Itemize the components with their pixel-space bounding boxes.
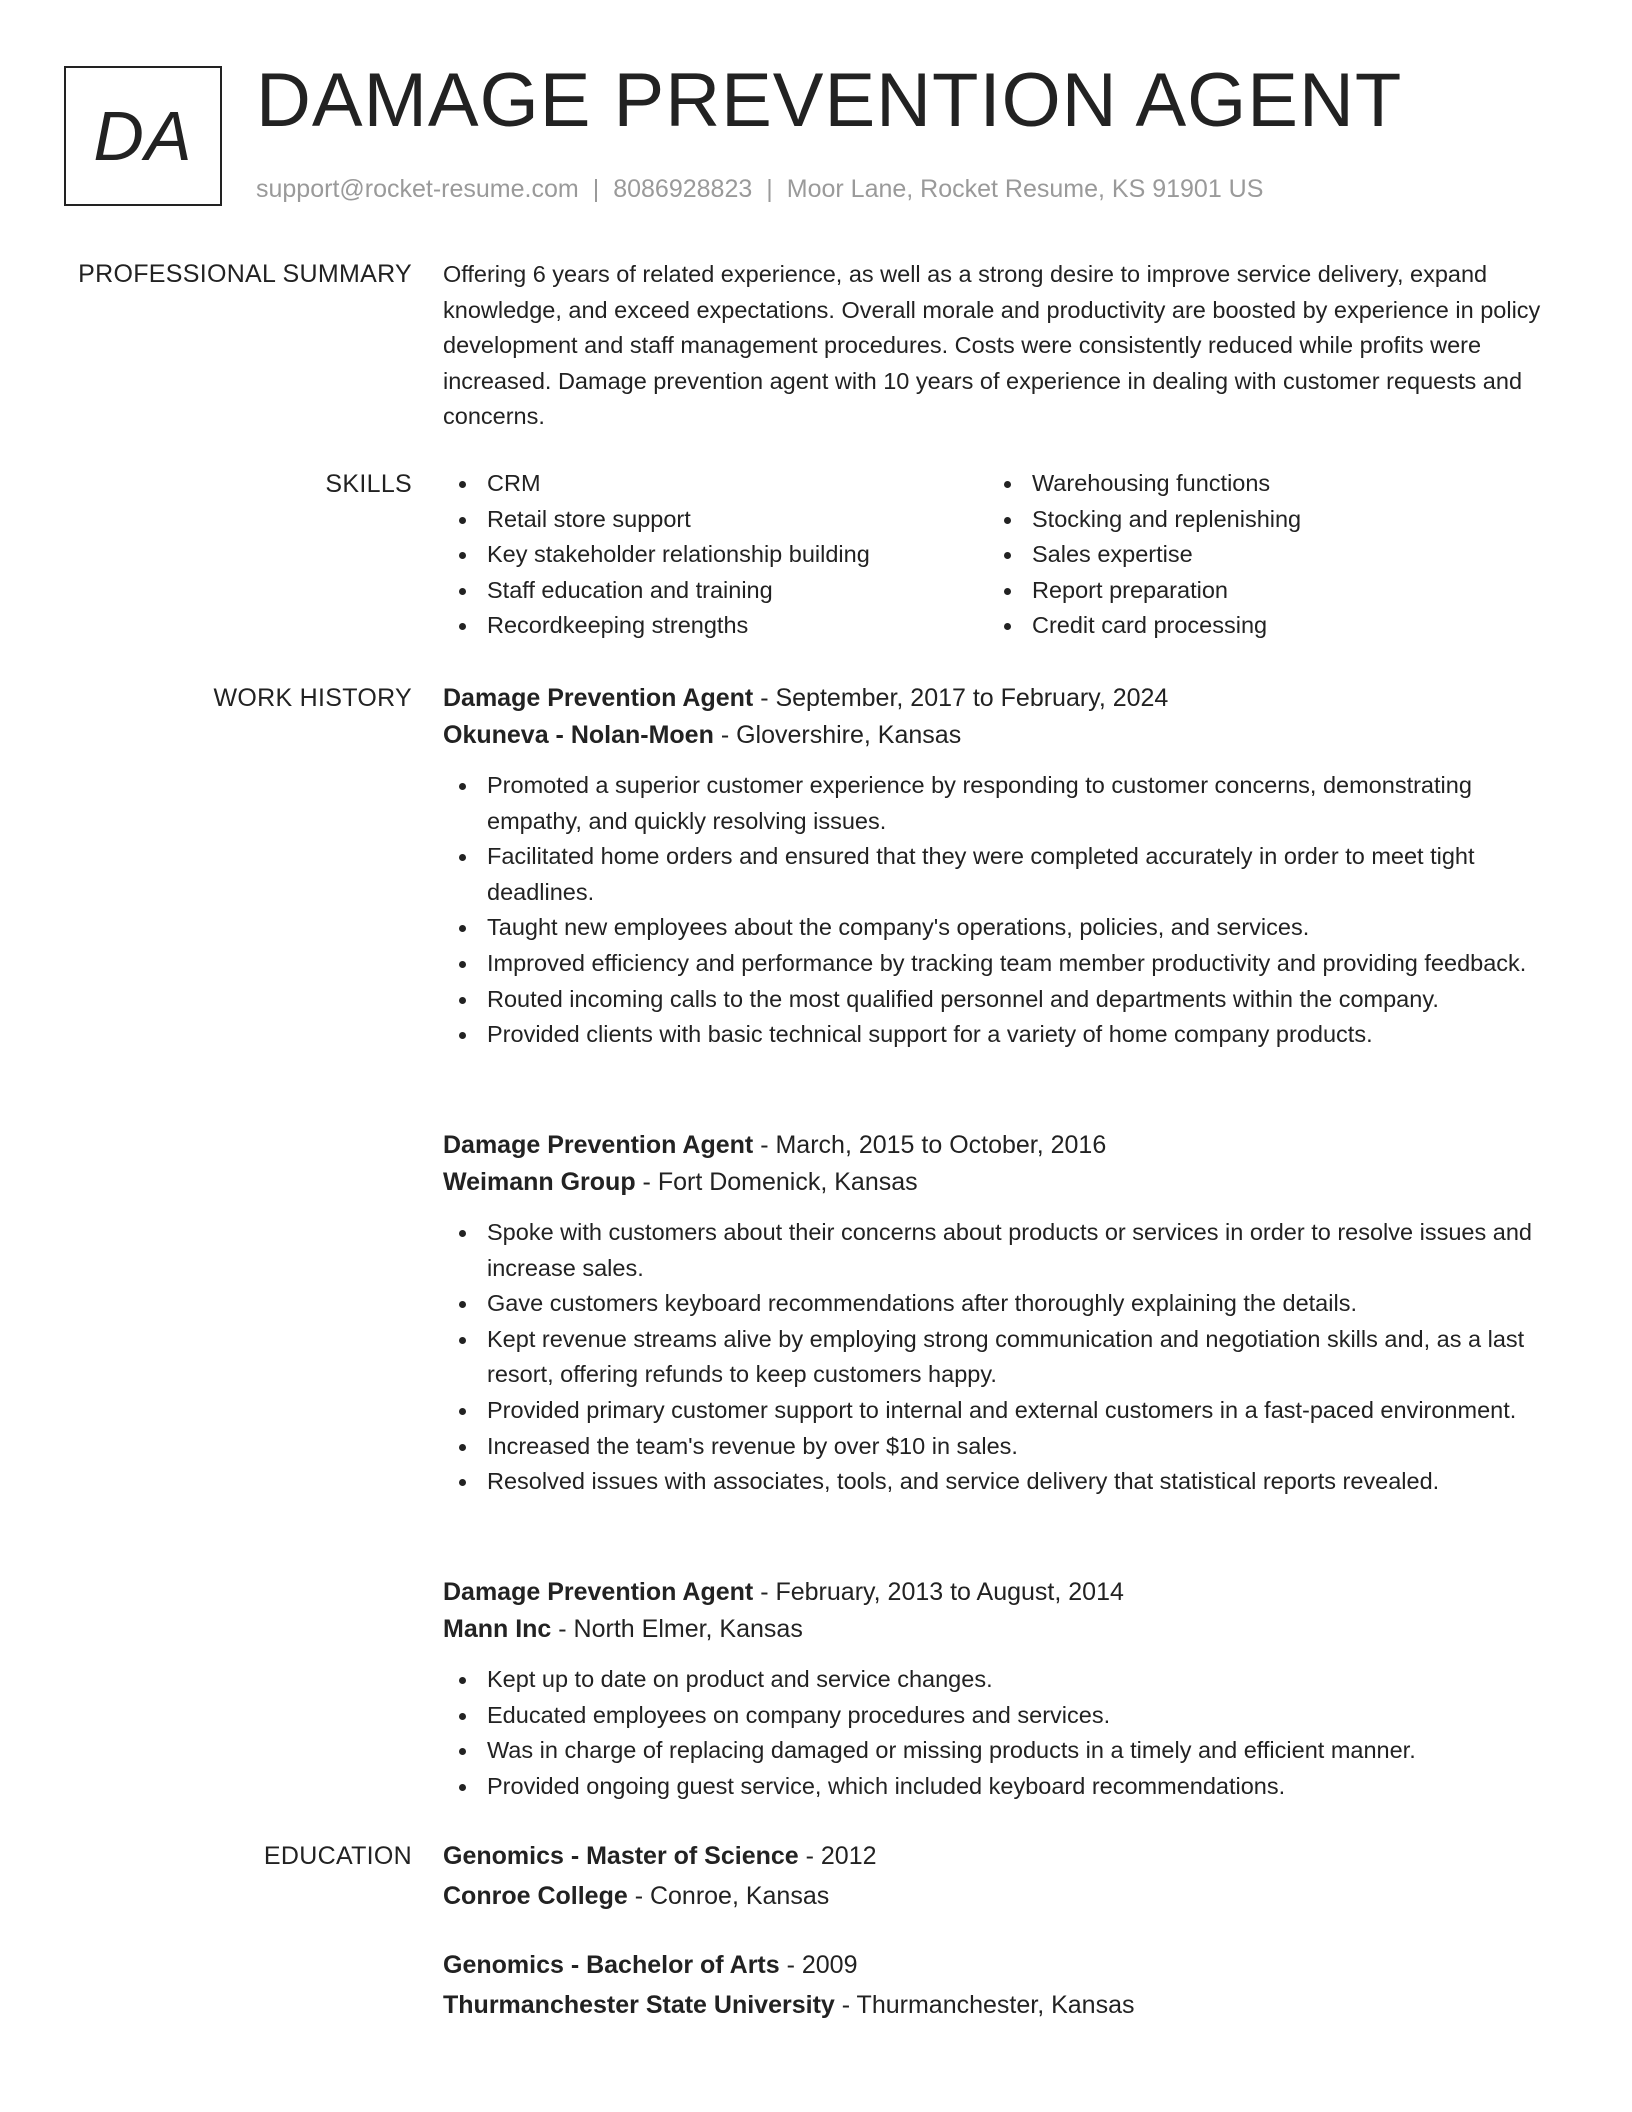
contact-email[interactable]: support@rocket-resume.com — [256, 175, 579, 203]
job-bullet: Taught new employees about the company's operations, policies, and services. — [443, 910, 1558, 946]
job-bullet: Promoted a superior customer experience by responding to customer concerns, demonstrating empathy, and quickly resolving issues. — [443, 768, 1558, 839]
contact-phone[interactable]: 8086928823 — [613, 175, 753, 203]
job-bullet: Was in charge of replacing damaged or missing products in a timely and efficient manner. — [443, 1733, 1558, 1769]
job-bullet: Routed incoming calls to the most qualified personnel and departments within the company. — [443, 982, 1558, 1018]
job-entry — [443, 1127, 1558, 1500]
job-title-line — [443, 680, 1558, 717]
job-bullet: Kept up to date on product and service changes. — [443, 1662, 1558, 1698]
contact-separator: | — [592, 175, 600, 203]
monogram-box — [64, 66, 222, 206]
monogram-text: DA — [93, 97, 193, 175]
education-heading: EDUCATION — [263, 1842, 412, 1870]
job-entry — [443, 1574, 1558, 1804]
school: Conroe College — [443, 1882, 628, 1910]
job-title: Damage Prevention Agent — [443, 1578, 754, 1606]
skill-item: Retail store support — [443, 502, 988, 538]
skills-list-left — [443, 466, 988, 644]
skill-item: Stocking and replenishing — [988, 502, 1533, 538]
skills-list-right — [988, 466, 1533, 644]
degree-year: - 2009 — [779, 1951, 858, 1979]
job-bullet: Provided primary customer support to internal and external customers in a fast-paced environment. — [443, 1393, 1558, 1429]
job-title: Damage Prevention Agent — [443, 1131, 754, 1159]
job-dates: - September, 2017 to February, 2024 — [753, 684, 1169, 712]
job-title-line — [443, 1127, 1558, 1164]
degree: Genomics - Master of Science — [443, 1842, 799, 1870]
job-company: Mann Inc — [443, 1615, 552, 1643]
job-company-line — [443, 1611, 1558, 1648]
degree: Genomics - Bachelor of Arts — [443, 1951, 780, 1979]
job-location: - Glovershire, Kansas — [713, 721, 962, 749]
education-entry — [443, 1838, 1558, 1915]
job-title-line — [443, 1574, 1558, 1611]
contact-line — [256, 172, 1263, 206]
school-location: - Thurmanchester, Kansas — [834, 1991, 1135, 2019]
skill-item: Key stakeholder relationship building — [443, 537, 988, 573]
job-bullet: Improved efficiency and performance by tracking team member productivity and providing feedback. — [443, 946, 1558, 982]
job-bullet: Facilitated home orders and ensured that they were completed accurately in order to meet tight deadlines. — [443, 839, 1558, 910]
job-bullet: Kept revenue streams alive by employing strong communication and negotiation skills and, as a last resort, offering refunds to keep customers happy. — [443, 1322, 1558, 1393]
resume-title: DAMAGE PREVENTION AGENT — [256, 58, 1403, 143]
education-entry — [443, 1947, 1558, 2024]
summary-heading: PROFESSIONAL SUMMARY — [78, 260, 412, 288]
skill-item: Staff education and training — [443, 573, 988, 609]
skill-item: Report preparation — [988, 573, 1533, 609]
degree-line — [443, 1947, 1558, 1984]
job-location: - Fort Domenick, Kansas — [635, 1168, 918, 1196]
job-location: - North Elmer, Kansas — [551, 1615, 803, 1643]
job-bullet: Provided clients with basic technical support for a variety of home company products. — [443, 1017, 1558, 1053]
skill-item: Credit card processing — [988, 608, 1533, 644]
skill-item: Sales expertise — [988, 537, 1533, 573]
job-bullets — [443, 768, 1558, 1053]
job-company-line — [443, 1164, 1558, 1201]
degree-year: - 2012 — [798, 1842, 877, 1870]
job-company-line — [443, 717, 1558, 754]
job-company: Okuneva - Nolan-Moen — [443, 721, 714, 749]
contact-address: Moor Lane, Rocket Resume, KS 91901 US — [786, 175, 1264, 203]
job-title: Damage Prevention Agent — [443, 684, 754, 712]
job-dates: - February, 2013 to August, 2014 — [753, 1578, 1124, 1606]
skills-heading: SKILLS — [325, 470, 412, 498]
job-bullet: Resolved issues with associates, tools, and service delivery that statistical reports revealed. — [443, 1464, 1558, 1500]
job-bullet: Spoke with customers about their concerns about products or services in order to resolve issues and increase sales. — [443, 1215, 1558, 1286]
job-bullets — [443, 1215, 1558, 1500]
job-bullets — [443, 1662, 1558, 1804]
contact-separator: | — [766, 175, 773, 203]
skill-item: Recordkeeping strengths — [443, 608, 988, 644]
skill-item: Warehousing functions — [988, 466, 1533, 502]
school: Thurmanchester State University — [443, 1991, 835, 2019]
school-line — [443, 1987, 1558, 2024]
school-location: - Conroe, Kansas — [627, 1882, 830, 1910]
job-bullet: Educated employees on company procedures and services. — [443, 1698, 1558, 1734]
work-history-heading: WORK HISTORY — [213, 684, 412, 712]
job-dates: - March, 2015 to October, 2016 — [753, 1131, 1107, 1159]
job-entry — [443, 680, 1558, 1053]
summary-text: Offering 6 years of related experience, as well as a strong desire to improve service delivery, expand knowledge, and exceed expectations. Overall morale and productivity are boosted by experience in policy development and staff management procedures. Costs were consistently reduced while profits were increased. Damage prevention agent with 10 years of experience in dealing with customer requests and concerns. — [443, 261, 1541, 430]
job-company: Weimann Group — [443, 1168, 636, 1196]
job-bullet: Provided ongoing guest service, which included keyboard recommendations. — [443, 1769, 1558, 1805]
job-bullet: Gave customers keyboard recommendations after thoroughly explaining the details. — [443, 1286, 1558, 1322]
degree-line — [443, 1838, 1558, 1875]
skill-item: CRM — [443, 466, 988, 502]
job-bullet: Increased the team's revenue by over $10 in sales. — [443, 1429, 1558, 1465]
school-line — [443, 1878, 1558, 1915]
